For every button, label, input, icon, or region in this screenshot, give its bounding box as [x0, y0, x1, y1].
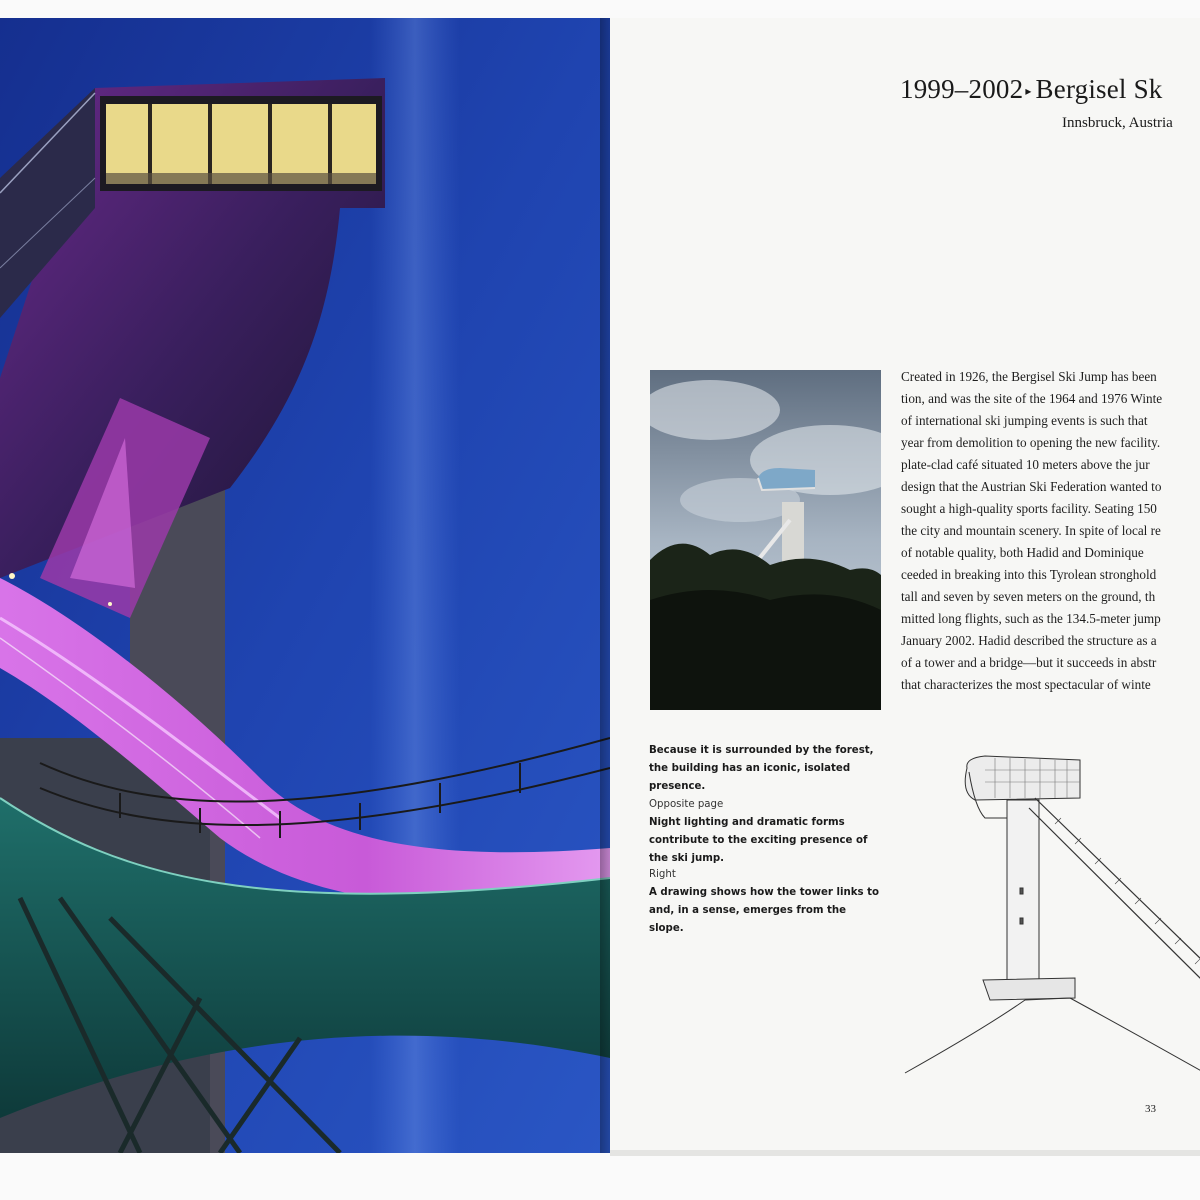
forest-tower-photo	[650, 370, 881, 710]
caption-text: Because it is surrounded by the forest, the building has an iconic, isolated presence.	[649, 745, 874, 792]
caption-text: Night lighting and dramatic forms contribute to the exciting presence of the ski jump.	[649, 817, 868, 864]
tower-line-drawing	[895, 748, 1200, 1078]
caption-forest	[649, 742, 884, 796]
caption-label: Opposite page	[649, 799, 724, 810]
body-line: that characterizes the most spectacular of winte	[901, 677, 1151, 692]
body-line: Created in 1926, the Bergisel Ski Jump has been	[901, 369, 1157, 384]
left-page-photo	[0, 18, 610, 1153]
title-years: 1999–2002	[900, 74, 1024, 104]
page-number: 33	[1145, 1103, 1156, 1115]
right-page	[610, 18, 1200, 1153]
body-line: sought a high-quality sports facility. Seating 150	[901, 501, 1157, 516]
body-line: January 2002. Hadid described the structure as a	[901, 633, 1157, 648]
page-edge	[610, 1150, 1200, 1156]
body-line: ceeded in breaking into this Tyrolean stronghold	[901, 567, 1157, 582]
body-line: year from demolition to opening the new facility.	[901, 435, 1161, 450]
chapter-title	[900, 74, 1163, 105]
tower-photo-image	[650, 370, 881, 710]
body-line: of a tower and a bridge—but it succeeds in abstr	[901, 655, 1157, 670]
location-subtitle: Innsbruck, Austria	[1062, 115, 1173, 131]
body-line: of notable quality, both Hadid and Dominique	[901, 545, 1144, 560]
body-line: plate-clad café situated 10 meters above the jur	[901, 457, 1150, 472]
body-line: tall and seven by seven meters on the ground, th	[901, 589, 1156, 604]
caption-label: Right	[649, 869, 676, 880]
body-line: the city and mountain scenery. In spite of local re	[901, 523, 1161, 538]
body-line: mitted long flights, such as the 134.5-meter jump	[901, 611, 1161, 626]
body-line: of international ski jumping events is such that	[901, 413, 1148, 428]
body-line: tion, and was the site of the 1964 and 1976 Winte	[901, 391, 1163, 406]
architectural-drawing	[895, 748, 1200, 1078]
ski-jump-night-photo	[0, 18, 610, 1153]
body-text	[901, 366, 1200, 696]
caption-text: A drawing shows how the tower links to and, in a sense, emerges from the slope.	[649, 887, 879, 934]
title-name: Bergisel Sk	[1035, 74, 1163, 104]
caption-opposite	[649, 796, 884, 868]
title-arrow-icon: ▸	[1025, 84, 1032, 99]
body-line: design that the Austrian Ski Federation wanted to	[901, 479, 1162, 494]
caption-right	[649, 866, 884, 938]
